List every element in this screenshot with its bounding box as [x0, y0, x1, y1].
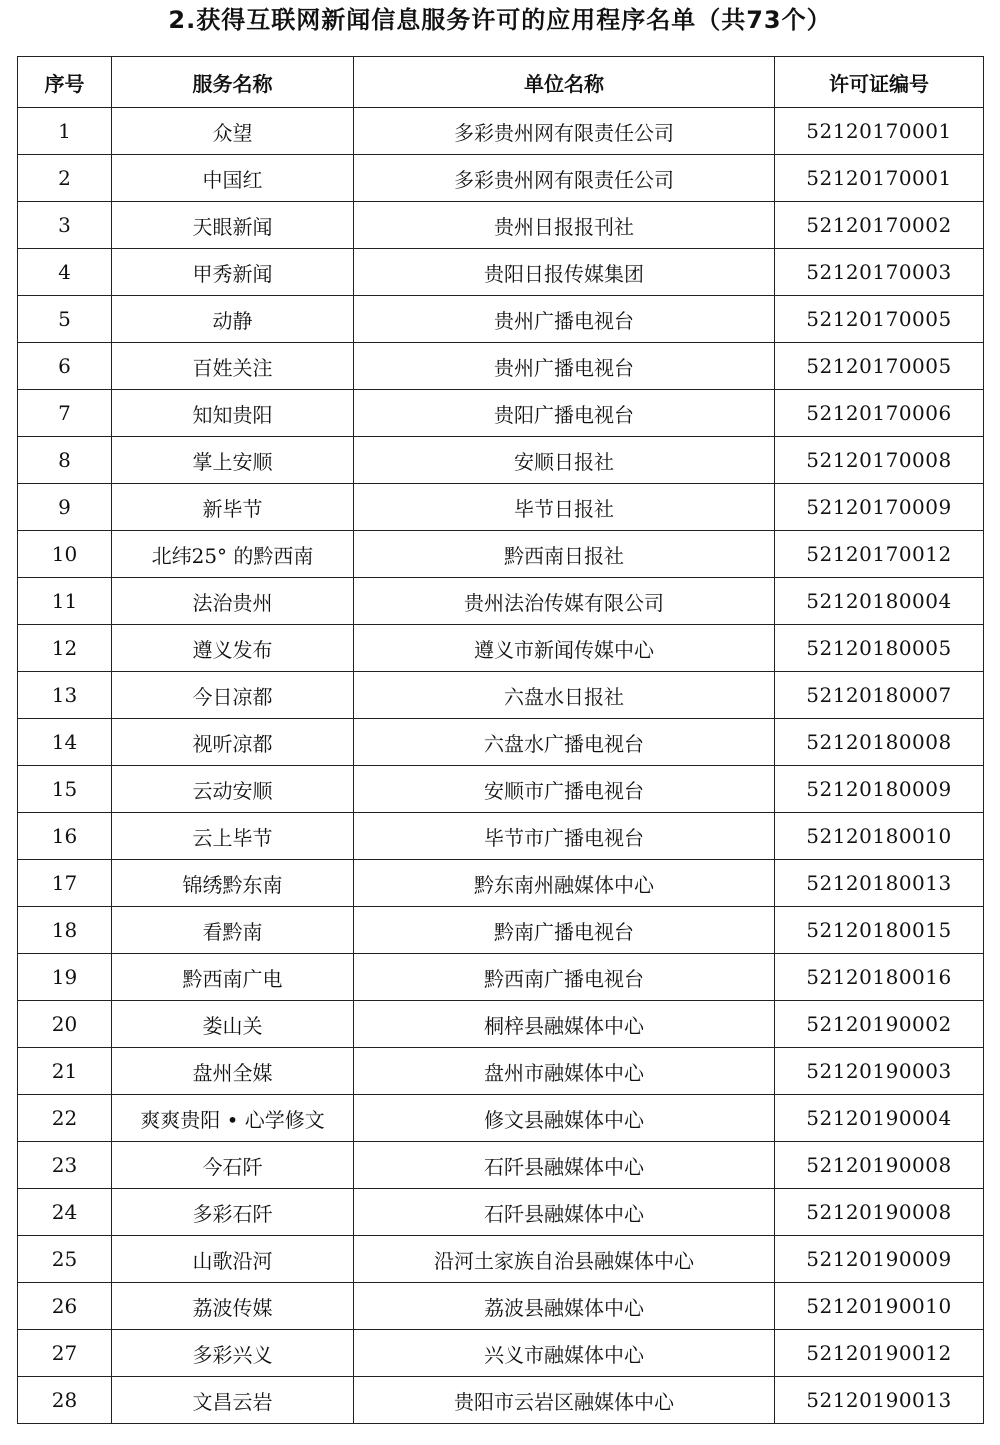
cell-organization: 多彩贵州网有限责任公司: [354, 108, 775, 155]
cell-license-number: 52120170001: [775, 108, 984, 155]
cell-organization: 贵阳广播电视台: [354, 390, 775, 437]
table-row: [18, 484, 984, 531]
table-row: [18, 1283, 984, 1330]
cell-index: 27: [18, 1330, 112, 1377]
cell-license-number: 52120170012: [775, 531, 984, 578]
cell-license-number: 52120190010: [775, 1283, 984, 1330]
cell-service-name: 甲秀新闻: [112, 249, 354, 296]
page-title: 2.获得互联网新闻信息服务许可的应用程序名单（共73个）: [168, 6, 832, 34]
table-row: [18, 1330, 984, 1377]
cell-license-number: 52120190009: [775, 1236, 984, 1283]
cell-organization: 贵州日报报刊社: [354, 202, 775, 249]
column-header-license-number: 许可证编号: [775, 57, 984, 108]
table-body: [18, 108, 984, 1424]
table-row: [18, 1001, 984, 1048]
cell-service-name: 北纬25° 的黔西南: [112, 531, 354, 578]
table-row: [18, 625, 984, 672]
cell-index: 17: [18, 860, 112, 907]
cell-organization: 安顺市广播电视台: [354, 766, 775, 813]
license-table: [17, 56, 984, 1424]
cell-license-number: 52120170003: [775, 249, 984, 296]
cell-index: 12: [18, 625, 112, 672]
cell-service-name: 新毕节: [112, 484, 354, 531]
cell-index: 11: [18, 578, 112, 625]
cell-index: 16: [18, 813, 112, 860]
cell-service-name: 百姓关注: [112, 343, 354, 390]
table-row: [18, 1377, 984, 1424]
cell-service-name: 遵义发布: [112, 625, 354, 672]
cell-organization: 桐梓县融媒体中心: [354, 1001, 775, 1048]
cell-license-number: 52120170008: [775, 437, 984, 484]
cell-license-number: 52120180005: [775, 625, 984, 672]
cell-service-name: 文昌云岩: [112, 1377, 354, 1424]
table-row: [18, 672, 984, 719]
cell-license-number: 52120170009: [775, 484, 984, 531]
cell-license-number: 52120190003: [775, 1048, 984, 1095]
cell-organization: 安顺日报社: [354, 437, 775, 484]
cell-service-name: 云动安顺: [112, 766, 354, 813]
table-row: [18, 249, 984, 296]
cell-index: 25: [18, 1236, 112, 1283]
table-row: [18, 296, 984, 343]
cell-service-name: 多彩兴义: [112, 1330, 354, 1377]
cell-organization: 盘州市融媒体中心: [354, 1048, 775, 1095]
cell-index: 7: [18, 390, 112, 437]
table-row: [18, 954, 984, 1001]
table-row: [18, 907, 984, 954]
cell-service-name: 天眼新闻: [112, 202, 354, 249]
cell-license-number: 52120180016: [775, 954, 984, 1001]
cell-organization: 黔西南日报社: [354, 531, 775, 578]
cell-license-number: 52120170006: [775, 390, 984, 437]
cell-index: 15: [18, 766, 112, 813]
cell-organization: 六盘水广播电视台: [354, 719, 775, 766]
cell-organization: 毕节日报社: [354, 484, 775, 531]
cell-index: 1: [18, 108, 112, 155]
cell-index: 18: [18, 907, 112, 954]
cell-index: 21: [18, 1048, 112, 1095]
cell-service-name: 知知贵阳: [112, 390, 354, 437]
cell-index: 9: [18, 484, 112, 531]
cell-service-name: 荔波传媒: [112, 1283, 354, 1330]
cell-license-number: 52120170005: [775, 343, 984, 390]
cell-license-number: 52120170002: [775, 202, 984, 249]
cell-index: 23: [18, 1142, 112, 1189]
cell-service-name: 娄山关: [112, 1001, 354, 1048]
cell-service-name: 黔西南广电: [112, 954, 354, 1001]
cell-service-name: 视听凉都: [112, 719, 354, 766]
column-header-organization: 单位名称: [354, 57, 775, 108]
cell-license-number: 52120170005: [775, 296, 984, 343]
table-row: [18, 1236, 984, 1283]
cell-license-number: 52120190008: [775, 1189, 984, 1236]
cell-license-number: 52120180010: [775, 813, 984, 860]
cell-license-number: 52120190002: [775, 1001, 984, 1048]
cell-organization: 遵义市新闻传媒中心: [354, 625, 775, 672]
table-row: [18, 155, 984, 202]
cell-index: 5: [18, 296, 112, 343]
cell-organization: 贵州法治传媒有限公司: [354, 578, 775, 625]
table-row: [18, 390, 984, 437]
cell-organization: 石阡县融媒体中心: [354, 1189, 775, 1236]
table-row: [18, 1095, 984, 1142]
table-row: [18, 813, 984, 860]
table-row: [18, 1048, 984, 1095]
cell-license-number: 52120170001: [775, 155, 984, 202]
cell-index: 28: [18, 1377, 112, 1424]
table-row: [18, 1142, 984, 1189]
cell-service-name: 动静: [112, 296, 354, 343]
cell-organization: 六盘水日报社: [354, 672, 775, 719]
cell-license-number: 52120180007: [775, 672, 984, 719]
cell-organization: 贵州广播电视台: [354, 296, 775, 343]
cell-service-name: 法治贵州: [112, 578, 354, 625]
column-header-index: 序号: [18, 57, 112, 108]
cell-organization: 石阡县融媒体中心: [354, 1142, 775, 1189]
cell-service-name: 锦绣黔东南: [112, 860, 354, 907]
table-row: [18, 108, 984, 155]
cell-service-name: 多彩石阡: [112, 1189, 354, 1236]
cell-index: 6: [18, 343, 112, 390]
cell-organization: 黔西南广播电视台: [354, 954, 775, 1001]
table-row: [18, 202, 984, 249]
cell-organization: 毕节市广播电视台: [354, 813, 775, 860]
cell-license-number: 52120180009: [775, 766, 984, 813]
cell-license-number: 52120190008: [775, 1142, 984, 1189]
cell-index: 14: [18, 719, 112, 766]
cell-service-name: 掌上安顺: [112, 437, 354, 484]
cell-index: 2: [18, 155, 112, 202]
cell-organization: 贵阳市云岩区融媒体中心: [354, 1377, 775, 1424]
cell-service-name: 看黔南: [112, 907, 354, 954]
cell-organization: 修文县融媒体中心: [354, 1095, 775, 1142]
cell-index: 3: [18, 202, 112, 249]
cell-service-name: 盘州全媒: [112, 1048, 354, 1095]
cell-index: 19: [18, 954, 112, 1001]
cell-index: 22: [18, 1095, 112, 1142]
cell-license-number: 52120190004: [775, 1095, 984, 1142]
cell-index: 26: [18, 1283, 112, 1330]
cell-index: 10: [18, 531, 112, 578]
table-row: [18, 860, 984, 907]
cell-organization: 荔波县融媒体中心: [354, 1283, 775, 1330]
cell-license-number: 52120180004: [775, 578, 984, 625]
cell-license-number: 52120180013: [775, 860, 984, 907]
cell-service-name: 众望: [112, 108, 354, 155]
table-header-row: [18, 57, 984, 108]
cell-license-number: 52120190012: [775, 1330, 984, 1377]
cell-service-name: 山歌沿河: [112, 1236, 354, 1283]
cell-index: 13: [18, 672, 112, 719]
cell-organization: 多彩贵州网有限责任公司: [354, 155, 775, 202]
table-row: [18, 343, 984, 390]
table-row: [18, 531, 984, 578]
cell-license-number: 52120180008: [775, 719, 984, 766]
cell-index: 4: [18, 249, 112, 296]
table-row: [18, 1189, 984, 1236]
cell-index: 24: [18, 1189, 112, 1236]
cell-service-name: 爽爽贵阳 • 心学修文: [112, 1095, 354, 1142]
cell-service-name: 今日凉都: [112, 672, 354, 719]
cell-organization: 兴义市融媒体中心: [354, 1330, 775, 1377]
table-row: [18, 766, 984, 813]
table-row: [18, 578, 984, 625]
cell-license-number: 52120180015: [775, 907, 984, 954]
column-header-service-name: 服务名称: [112, 57, 354, 108]
cell-organization: 黔东南州融媒体中心: [354, 860, 775, 907]
cell-organization: 黔南广播电视台: [354, 907, 775, 954]
cell-organization: 贵州广播电视台: [354, 343, 775, 390]
cell-index: 20: [18, 1001, 112, 1048]
cell-organization: 沿河土家族自治县融媒体中心: [354, 1236, 775, 1283]
cell-service-name: 中国红: [112, 155, 354, 202]
cell-license-number: 52120190013: [775, 1377, 984, 1424]
cell-service-name: 今石阡: [112, 1142, 354, 1189]
table-row: [18, 437, 984, 484]
cell-organization: 贵阳日报传媒集团: [354, 249, 775, 296]
cell-index: 8: [18, 437, 112, 484]
table-row: [18, 719, 984, 766]
cell-service-name: 云上毕节: [112, 813, 354, 860]
